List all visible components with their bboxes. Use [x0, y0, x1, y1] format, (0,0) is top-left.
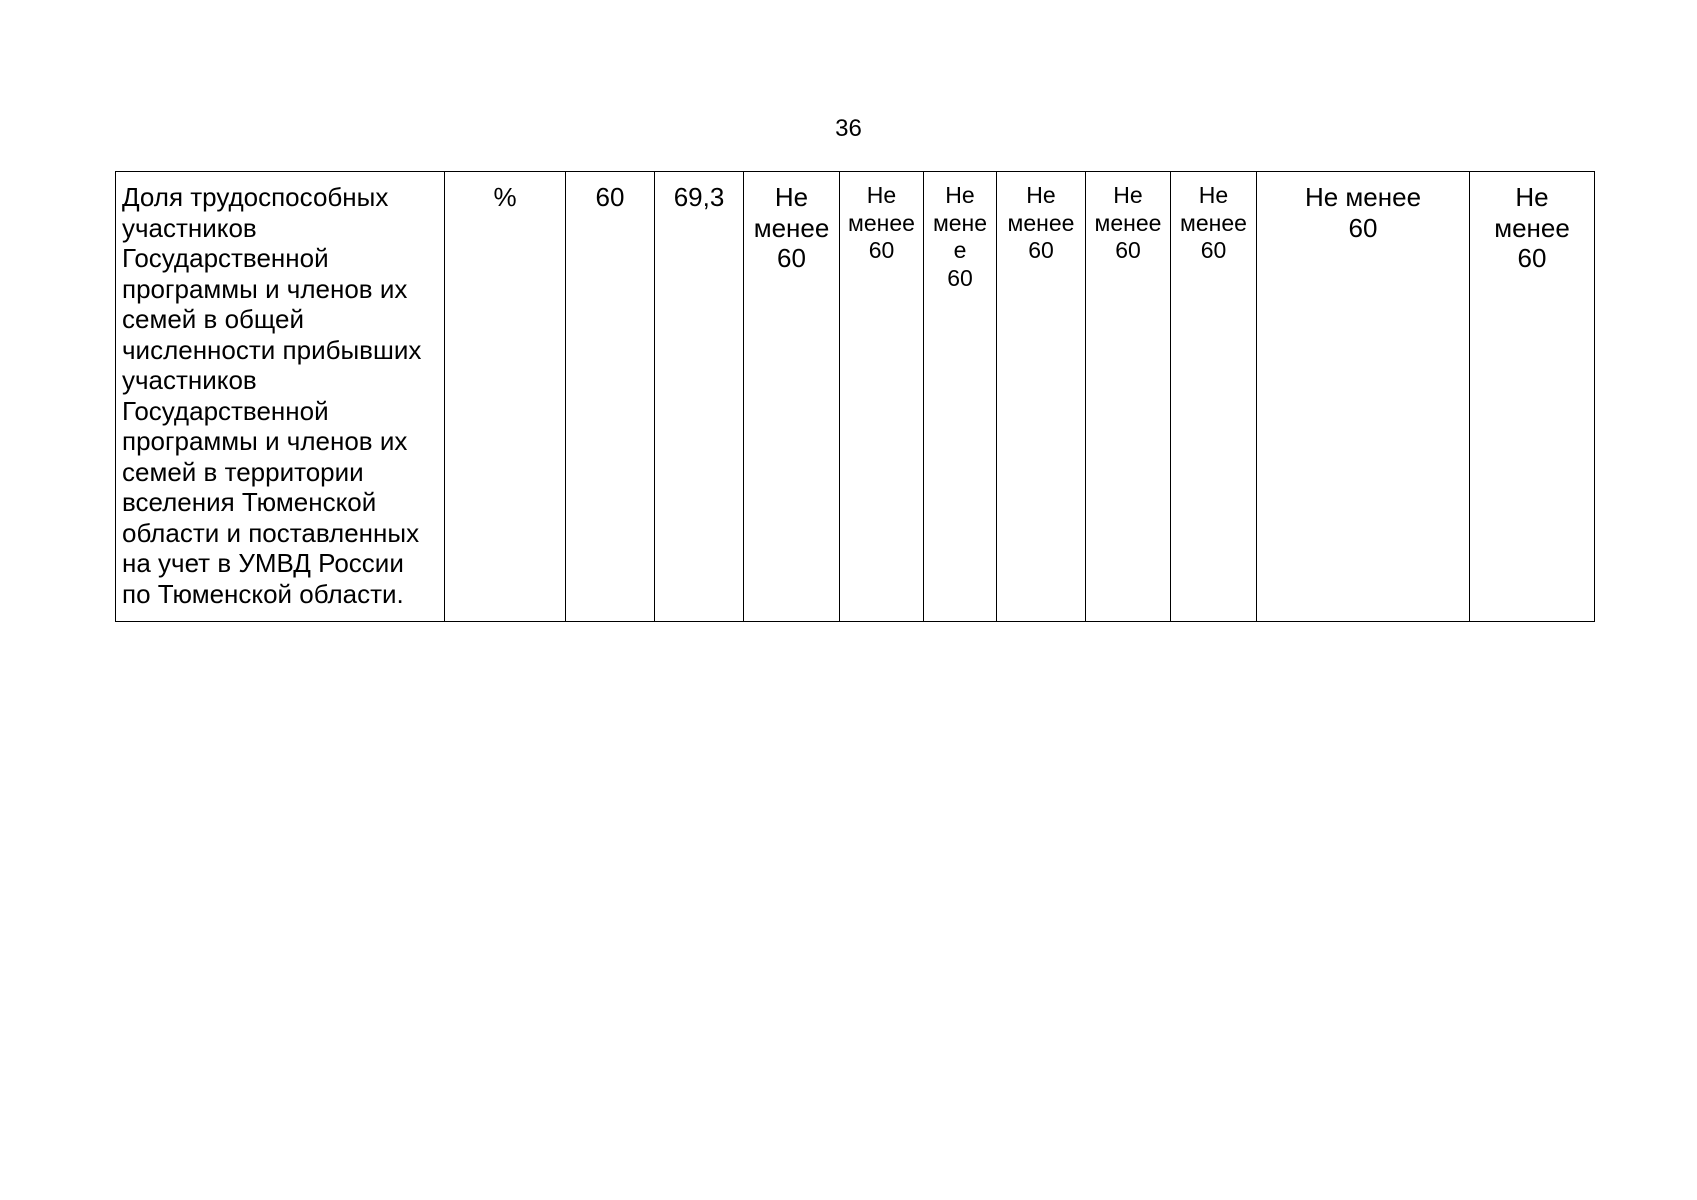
- value-cell-1: [566, 172, 655, 622]
- description-line: участников: [122, 365, 257, 395]
- target-line: менее: [848, 209, 915, 236]
- target-line: Не: [945, 182, 975, 208]
- description-line: вселения Тюменской: [122, 487, 377, 517]
- target-line: Не: [1026, 182, 1056, 208]
- description-line: численности прибывших: [122, 334, 422, 365]
- target-cell-6: [1171, 172, 1257, 622]
- description-line: Государственной: [122, 243, 329, 273]
- target-line: Не: [774, 182, 809, 212]
- target-cell-8: [1470, 172, 1595, 622]
- unit-cell: [445, 172, 566, 622]
- description-line: по Тюменской области.: [122, 578, 404, 609]
- target-line: Не: [1198, 182, 1229, 208]
- target-line: 60: [1348, 212, 1378, 243]
- target-line: менее: [753, 212, 830, 243]
- target-cell-3: [924, 172, 997, 622]
- description-line: семей в общей: [122, 304, 305, 334]
- indicator-description-cell: [116, 172, 445, 622]
- target-cell-2: [840, 172, 924, 622]
- target-cell-5: [1086, 172, 1171, 622]
- target-line: 60: [777, 243, 806, 273]
- description-line: семей в территории: [122, 456, 364, 487]
- description-line: участников: [122, 212, 257, 243]
- unit-value: %: [493, 182, 517, 212]
- target-line: мене: [932, 209, 988, 236]
- page-number: 36: [835, 115, 862, 142]
- target-cell-1: [744, 172, 840, 622]
- description-line: Государственной: [122, 395, 329, 426]
- description-line: области и поставленных: [122, 517, 420, 548]
- target-line: Не: [1515, 182, 1549, 212]
- target-line: 60: [1028, 237, 1054, 263]
- target-line: 60: [1517, 243, 1547, 273]
- description-line: программы и членов их: [122, 426, 408, 456]
- description-line: на учет в УМВД России: [122, 548, 404, 578]
- target-line: менее: [1094, 209, 1162, 236]
- target-line: е: [953, 237, 967, 263]
- value-cell-2: [655, 172, 744, 622]
- table-row: [116, 172, 1595, 622]
- indicator-table: [115, 171, 1595, 622]
- description-line: программы и членов их: [122, 273, 408, 304]
- target-line: 60: [868, 237, 895, 263]
- target-line: менее: [1007, 209, 1075, 236]
- value-2: 69,3: [673, 182, 725, 212]
- target-line: Не: [866, 182, 897, 208]
- target-line: менее: [1494, 212, 1570, 243]
- target-line: 60: [1115, 237, 1141, 263]
- target-line: Не: [1113, 182, 1143, 208]
- target-line: Не менее: [1304, 182, 1422, 212]
- target-cell-4: [997, 172, 1086, 622]
- target-line: 60: [947, 264, 973, 291]
- target-line: 60: [1200, 237, 1227, 263]
- value-1: 60: [595, 182, 625, 212]
- description-line: Доля трудоспособных: [122, 182, 389, 212]
- target-cell-7: [1257, 172, 1470, 622]
- target-line: менее: [1180, 209, 1247, 236]
